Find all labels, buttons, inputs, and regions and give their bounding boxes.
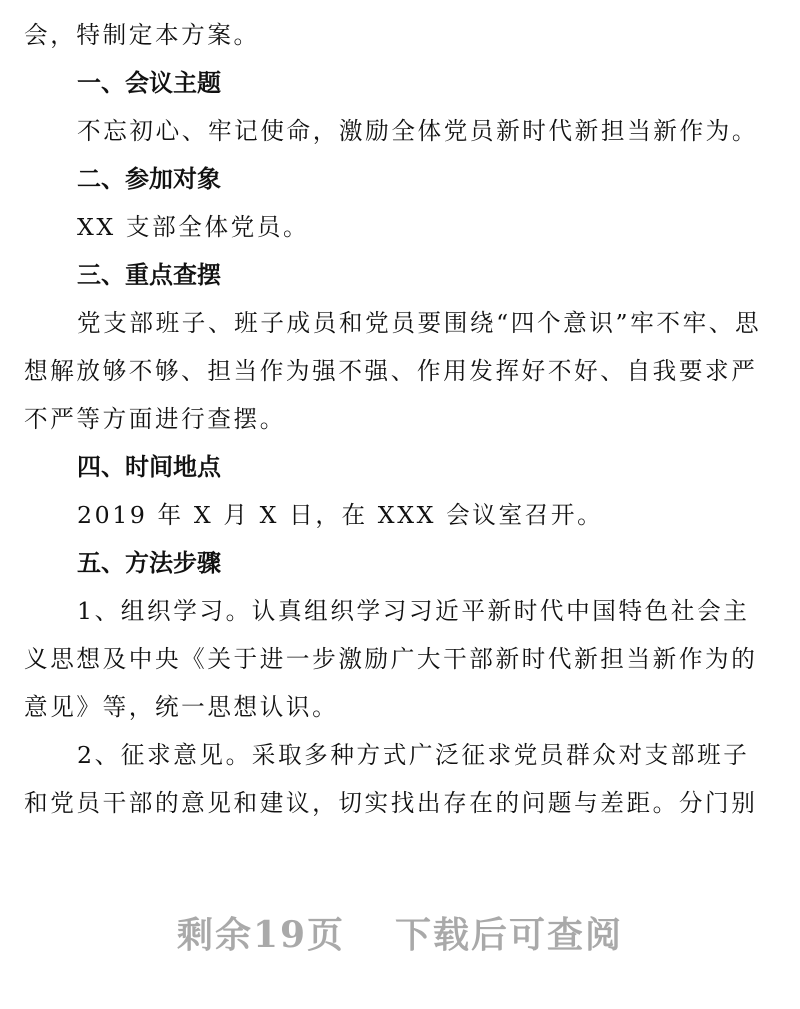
text-line-1: 会，特制定本方案。 [24, 21, 260, 49]
download-watermark[interactable] [0, 905, 800, 965]
text-line-10: 意见》等，统一思想认识。 [24, 693, 339, 721]
text-line-7: 2019 年 X 月 X 日，在 XXX 会议室召开。 [77, 501, 604, 529]
text-line-2: 不忘初心、牢记使命，激励全体党员新时代新担当新作为。 [77, 117, 759, 145]
section-heading-5: 五、方法步骤 [77, 549, 221, 577]
section-heading-3: 三、重点查摆 [77, 261, 221, 289]
remaining-pages-label: 剩余19页 [176, 914, 346, 956]
section-heading-1: 一、会议主题 [77, 69, 221, 97]
text-line-5: 想解放够不够、担当作为强不强、作用发挥好不好、自我要求严 [24, 357, 758, 385]
text-line-9: 义思想及中央《关于进一步激励广大干部新时代新担当新作为的 [24, 645, 758, 673]
section-heading-4: 四、时间地点 [77, 453, 221, 481]
text-line-3: XX 支部全体党员。 [77, 213, 310, 241]
text-line-6: 不严等方面进行查摆。 [24, 405, 286, 433]
download-to-view-label: 下载后可查阅 [395, 914, 624, 956]
text-line-8: 1、组织学习。认真组织学习习近平新时代中国特色社会主 [77, 597, 750, 625]
section-heading-2: 二、参加对象 [77, 165, 221, 193]
text-line-11: 2、征求意见。采取多种方式广泛征求党员群众对支部班子 [77, 741, 750, 769]
text-line-12: 和党员干部的意见和建议，切实找出存在的问题与差距。分门别 [24, 789, 758, 817]
text-line-4: 党支部班子、班子成员和党员要围绕“四个意识”牢不牢、思 [77, 309, 762, 337]
